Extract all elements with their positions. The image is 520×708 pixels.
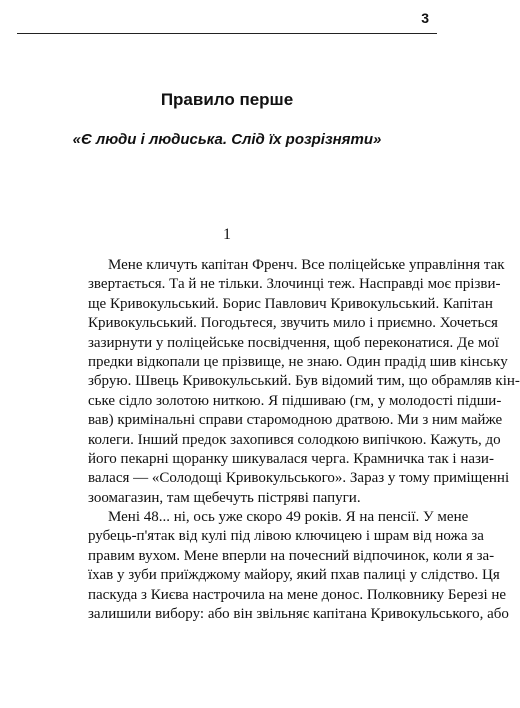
text-line: Мене кличуть капітан Френч. Все поліцейське управління так bbox=[108, 257, 505, 273]
text-line: предки відкопали це прізвище, не знаю. Один прадід шив кінську bbox=[88, 353, 508, 370]
text-line: звертається. Та й не тільки. Злочинці теж. Насправді моє прізви- bbox=[88, 276, 501, 293]
text-line: зоомагазин, там щебечуть пістряві папуги. bbox=[88, 489, 361, 506]
text-line: вав) кримінальні справи старомодною дратвою. Ми з ним майже bbox=[88, 412, 503, 429]
chapter-title: Правило перше bbox=[160, 90, 294, 109]
text-line: ще Кривокульський. Борис Павлович Кривокульський. Капітан bbox=[88, 295, 493, 312]
text-line: паскуда з Києва настрочила на мене донос. Полковнику Березі не bbox=[88, 586, 507, 603]
body-text bbox=[88, 256, 520, 624]
text-line: правим вухом. Мене вперли на почесний відпочинок, коли я за- bbox=[88, 547, 495, 564]
text-line: рубець-п'ятак від кулі під лівою ключицею і шрам від ножа за bbox=[88, 528, 484, 545]
text-line: залишили вибору: або він звільняє капітана Кривокульського, або bbox=[88, 606, 509, 623]
text-line: колеги. Інший предок захопився солодкою випічкою. Кажуть, до bbox=[88, 431, 501, 448]
text-line: збрую. Швець Кривокульський. Був відомий тим, що обрамляв кін- bbox=[88, 373, 520, 390]
page-number: 3 bbox=[421, 10, 429, 26]
text-line: Кривокульський. Погодьтеся, звучить мило і приємно. Хочеться bbox=[88, 315, 498, 332]
text-line: зазирнути у поліцейське посвідчення, щоб переконатися. Де мої bbox=[88, 334, 499, 351]
epigraph: «Є люди і людиська. Слід їх розрізняти» bbox=[72, 131, 382, 148]
text-line: їхав у зуби приїжджому майору, який пхав палиці у слідство. Ця bbox=[88, 567, 500, 584]
header-rule bbox=[17, 33, 437, 34]
text-line: валася — «Солодощі Кривокульського». Зараз у тому приміщенні bbox=[88, 470, 510, 487]
text-line: Мені 48... ні, ось уже скоро 49 років. Я на пенсії. У мене bbox=[108, 509, 469, 526]
section-number: 1 bbox=[223, 226, 231, 243]
text-line: ське сідло золотою ниткою. Я підшиваю (гм, у молодості підши- bbox=[88, 392, 502, 409]
text-line: його пекарні щоранку шикувалася черга. Крамничка так і нази- bbox=[88, 450, 494, 467]
